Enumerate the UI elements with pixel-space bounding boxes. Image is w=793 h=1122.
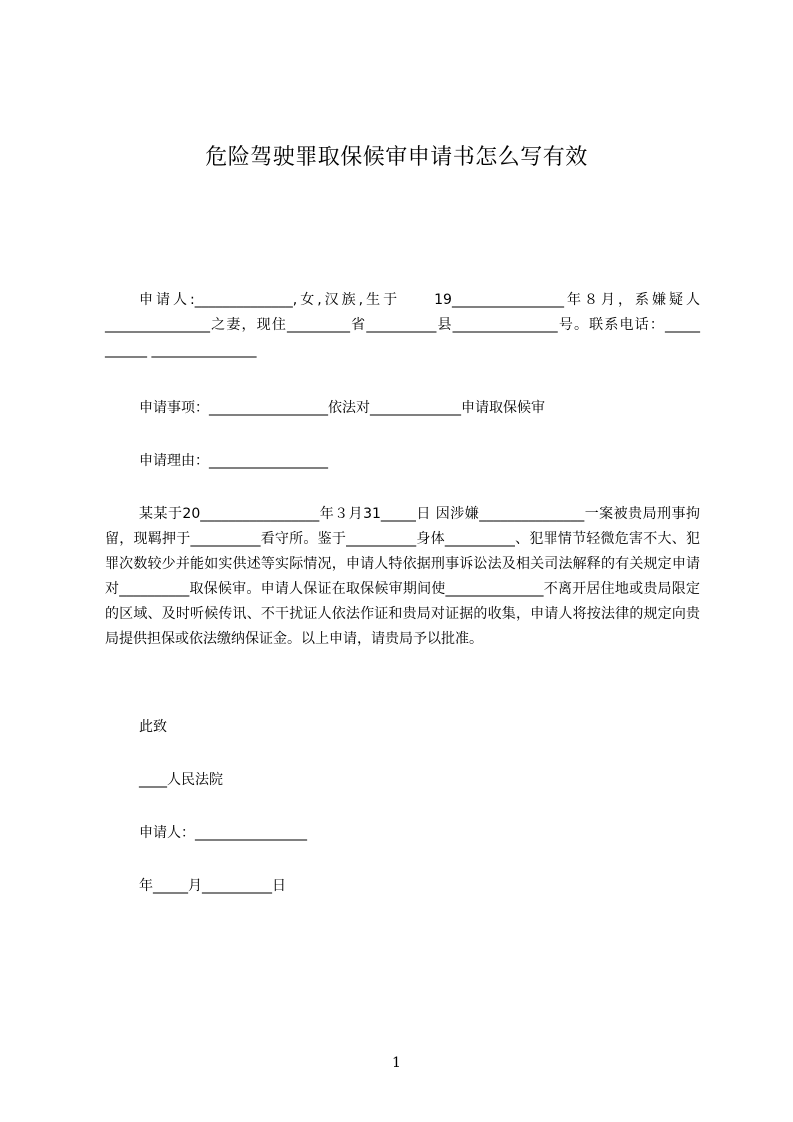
application-matter: 申请事项：_________________依法对_____________申请取保候审 (139, 400, 545, 416)
applicant-signature: 申请人：________________ (139, 825, 307, 841)
page-number: 1 (392, 1055, 401, 1071)
application-reason: 申请理由：_________________ (139, 453, 328, 469)
body-paragraph: 某某于20_________________年３月31_____日 因涉嫌_______________一案被贵局刑事拘留，现羁押于__________看守所。鉴于__________身体__________、犯罪情节轻微危害不大、犯罪次数较少并能如实供述等实际情况，申请人特依据刑事诉讼法及相关司法解释的有关规定申请对__________取保候审。申请人保证在取保候审期间使______________不离开居住地或贵局限定的区域、及时听候传讯、不干扰证人依法作证和贵局对证据的收集，申请人将按法律的规定向贵局提供担保或依法缴纳保证金。以上申请，请贵局予以批准。 (105, 506, 700, 647)
salutation: 此致 (139, 719, 167, 735)
court-name: ____人民法院 (139, 772, 223, 788)
applicant-info-paragraph: 申请人:______________,女,汉族,生于 19________________年８月，系嫌疑人_______________之妻，现住_________省__________县_______________号。联系电话：_____ ______ _______________ (105, 292, 700, 358)
date-line: 年_____月__________日 (139, 878, 286, 894)
document-title: 危险驾驶罪取保候审申请书怎么写有效 (205, 145, 588, 170)
